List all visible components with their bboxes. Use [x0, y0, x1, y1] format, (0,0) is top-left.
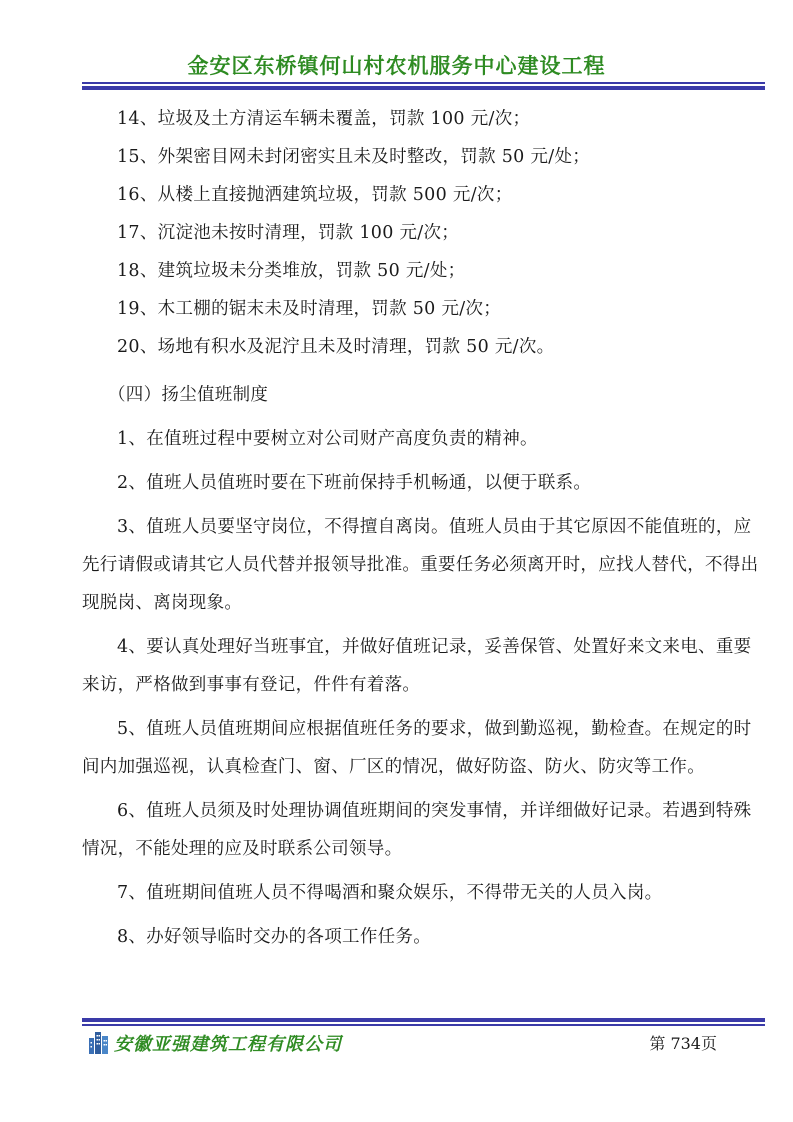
building-logo-icon [88, 1030, 110, 1054]
company-name: 安徽亚强建筑工程有限公司 [114, 1034, 342, 1055]
page-number: 第 734页 [649, 1034, 717, 1053]
footer-rule-thin [82, 1024, 765, 1026]
duty-rule: 5、值班人员值班期间应根据值班任务的要求，做到勤巡视，勤检查。在规定的时间内加强巡视，认真检查门、窗、厂区的情况，做好防盗、防火、防灾等工作。 [82, 719, 752, 777]
duty-rule: 3、值班人员要坚守岗位，不得擅自离岗。值班人员由于其它原因不能值班的，应先行请假或请其它人员代替并报领导批准。重要任务必须离开时，应找人替代，不得出现脱岗、离岗现象。 [82, 517, 759, 613]
penalty-item: 16、从楼上直接抛洒建筑垃圾，罚款 500 元/次； [117, 185, 513, 205]
footer-rule-thick [82, 1018, 765, 1022]
header-rule-thick [82, 86, 765, 90]
section-heading: （四）扬尘值班制度 [108, 385, 269, 405]
penalty-item: 18、建筑垃圾未分类堆放，罚款 50 元/处； [117, 261, 466, 281]
duty-rule: 8、办好领导临时交办的各项工作任务。 [117, 927, 432, 947]
duty-rule: 7、值班期间值班人员不得喝酒和聚众娱乐，不得带无关的人员入岗。 [117, 883, 663, 903]
duty-rule: 2、值班人员值班时要在下班前保持手机畅通，以便于联系。 [117, 473, 592, 493]
penalty-item: 17、沉淀池未按时清理，罚款 100 元/次； [117, 223, 460, 243]
page-footer [82, 1028, 765, 1060]
document-title: 金安区东桥镇何山村农机服务中心建设工程 [187, 54, 606, 78]
penalty-item: 15、外架密目网未封闭密实且未及时整改，罚款 50 元/处； [117, 147, 591, 167]
duty-rule: 1、在值班过程中要树立对公司财产高度负责的精神。 [117, 429, 538, 449]
document-body [82, 100, 765, 956]
penalty-item: 20、场地有积水及泥泞且未及时清理，罚款 50 元/次。 [117, 337, 555, 357]
penalty-item: 19、木工棚的锯末未及时清理，罚款 50 元/次； [117, 299, 502, 319]
penalty-item: 14、垃圾及土方清运车辆未覆盖，罚款 100 元/次； [117, 109, 531, 129]
header-rule-thin [82, 82, 765, 84]
duty-rule: 4、要认真处理好当班事宜，并做好值班记录，妥善保管、处置好来文来电、重要来访，严格做到事事有登记，件件有着落。 [82, 637, 752, 695]
duty-rule: 6、值班人员须及时处理协调值班期间的突发事情，并详细做好记录。若遇到特殊情况，不能处理的应及时联系公司领导。 [82, 801, 752, 859]
